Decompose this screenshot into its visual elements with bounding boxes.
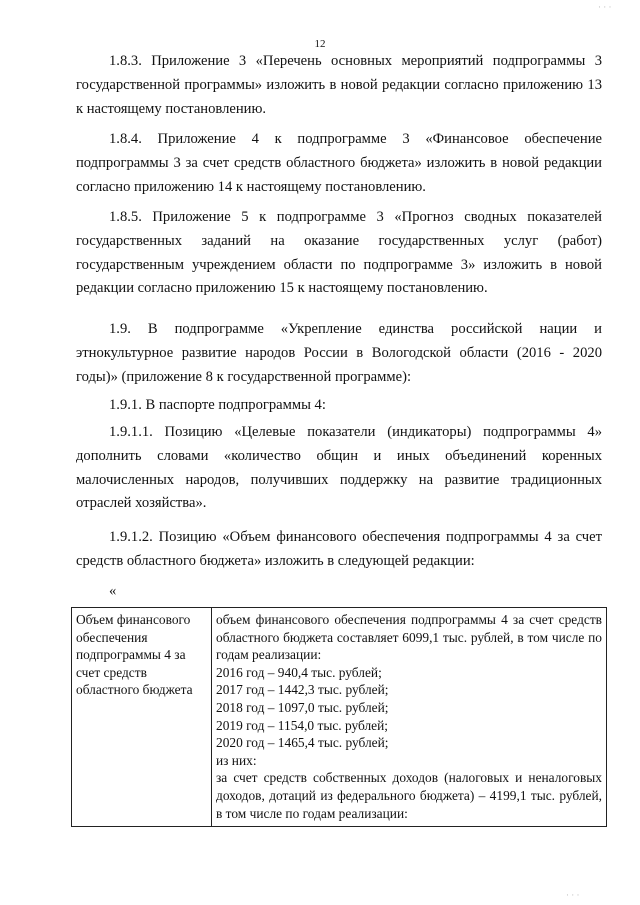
value-line-summary: объем финансового обеспечения подпрограммы 4 за счет средств областного бюджета составляет 6099,1 тыс. рублей, в том числе по годам реализации: — [216, 612, 602, 663]
paragraph-1-9: 1.9. В подпрограмме «Укрепление единства российской нации и этнокультурное развитие народов России в Вологодской области (2016 - 2020 годы)» (приложение 8 к государственной программе): — [76, 321, 602, 385]
paragraph-1-8-3: 1.8.3. Приложение 3 «Перечень основных мероприятий подпрограммы 3 государственной программы» изложить в новой редакции согласно приложению 13 к настоящему постановлению. — [76, 53, 602, 117]
scan-mark-top: · · · — [598, 2, 612, 12]
value-line-2020: 2020 год – 1465,4 тыс. рублей; — [216, 735, 389, 751]
paragraph-1-8-5: 1.8.5. Приложение 5 к подпрограмме 3 «Прогноз сводных показателей государственных заданий на оказание государственных услуг (работ) государственным учреждением области по подпрограмме 3» изложить в новой редакции согласно приложению 15 к настоящему постановлению. — [76, 209, 602, 297]
opening-quote-mark: « — [109, 583, 117, 599]
table-row — [72, 608, 607, 827]
value-line-own-revenue: за счет средств собственных доходов (налоговых и неналоговых доходов, дотаций из федерального бюджета) – 4199,1 тыс. рублей, в том числе по годам реализации: — [216, 770, 602, 821]
value-line-of-which: из них: — [216, 752, 257, 768]
scan-mark-bottom: · · · — [566, 890, 580, 900]
paragraph-1-8-4: 1.8.4. Приложение 4 к подпрограмме 3 «Финансовое обеспечение подпрограммы 3 за счет средств областного бюджета» изложить в новой редакции согласно приложению 14 к настоящему постановлению. — [76, 131, 602, 195]
value-line-2016: 2016 год – 940,4 тыс. рублей; — [216, 664, 382, 680]
value-line-2018: 2018 год – 1097,0 тыс. рублей; — [216, 699, 389, 715]
paragraph-1-9-1-1: 1.9.1.1. Позицию «Целевые показатели (индикаторы) подпрограммы 4» дополнить словами «количество общин и иных объединений коренных малочисленных народов, получивших поддержку на развитие традиционных отраслей хозяйства». — [76, 424, 602, 512]
paragraph-1-9-1: 1.9.1. В паспорте подпрограммы 4: — [109, 397, 326, 413]
page-number: 12 — [314, 38, 326, 50]
value-line-2017: 2017 год – 1442,3 тыс. рублей; — [216, 682, 389, 698]
paragraph-1-9-1-2: 1.9.1.2. Позицию «Объем финансового обеспечения подпрограммы 4 за счет средств областного бюджета» изложить в следующей редакции: — [76, 529, 602, 569]
value-line-2019: 2019 год – 1154,0 тыс. рублей; — [216, 717, 388, 733]
table-cell-label: Объем финансового обеспечения подпрограммы 4 за счет средств областного бюджета — [72, 608, 212, 827]
table-cell-value — [212, 608, 607, 827]
finance-table — [71, 607, 607, 827]
